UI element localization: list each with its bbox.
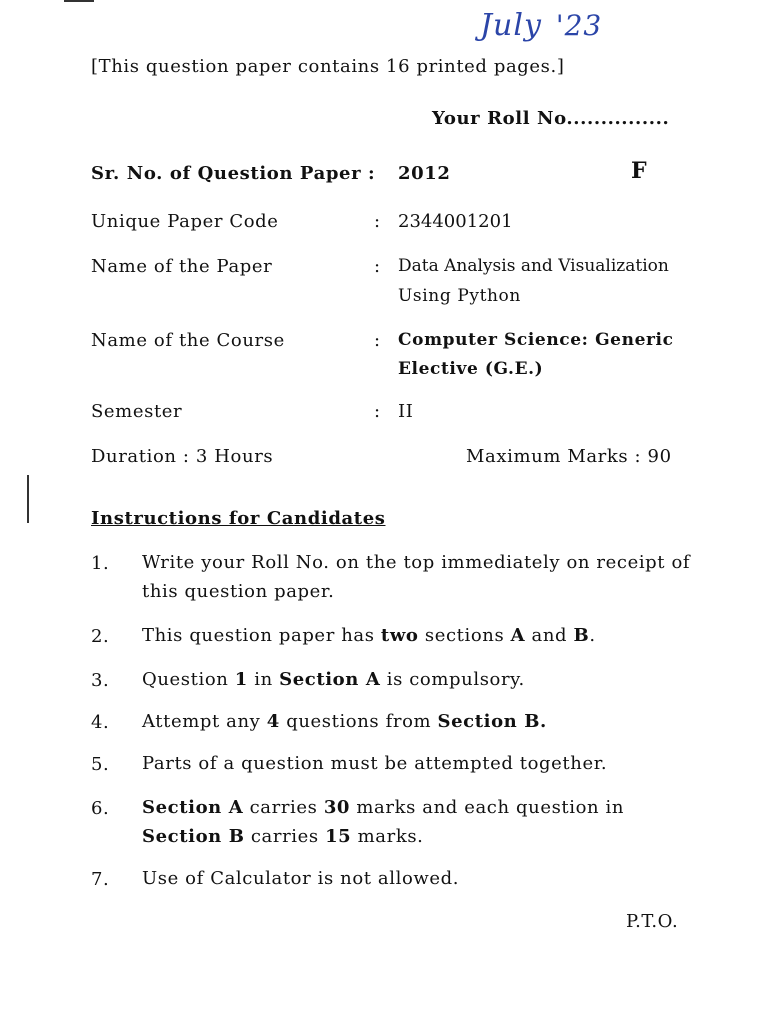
instruction-fragment: questions from	[279, 711, 438, 732]
instruction-emphasis: two	[380, 625, 419, 646]
instruction-number: 3.	[91, 670, 110, 691]
course-colon: :	[374, 330, 381, 351]
instruction-number: 6.	[91, 798, 110, 819]
corner-mark	[64, 0, 94, 2]
instruction-fragment: is compulsory.	[380, 669, 525, 690]
instruction-text	[142, 793, 702, 851]
instruction-emphasis: 4	[266, 711, 280, 732]
margin-mark	[27, 475, 29, 523]
paper-set: F	[631, 158, 647, 184]
instruction-fragment: Use of Calculator is not allowed.	[142, 868, 460, 889]
instruction-fragment: Write your Roll No. on the top immediately on receipt of this question paper.	[142, 552, 691, 602]
instruction-text	[142, 749, 702, 778]
instruction-fragment: in	[247, 669, 280, 690]
instruction-fragment: and	[525, 625, 574, 646]
instruction-emphasis: 1	[234, 669, 248, 690]
paper-name-label: Name of the Paper	[91, 256, 273, 277]
roll-number-line: Your Roll No...............	[432, 108, 670, 129]
instruction-number: 7.	[91, 869, 110, 890]
instruction-emphasis: B	[573, 625, 590, 646]
instruction-number: 2.	[91, 626, 110, 647]
instruction-text	[142, 864, 702, 893]
instruction-fragment: Parts of a question must be attempted together.	[142, 753, 608, 774]
course-value-line1: Computer Science: Generic	[398, 330, 674, 350]
instruction-emphasis: 15	[325, 826, 352, 847]
handwritten-year: '23	[555, 9, 603, 42]
instruction-fragment: This question paper has	[142, 625, 381, 646]
instruction-emphasis: A	[510, 625, 526, 646]
handwritten-date	[480, 8, 602, 43]
please-turn-over: P.T.O.	[626, 911, 679, 932]
instruction-fragment: Attempt any	[142, 711, 267, 732]
paper-code-colon: :	[374, 211, 381, 232]
handwritten-month: July	[480, 8, 542, 43]
instruction-number: 5.	[91, 754, 110, 775]
instruction-emphasis: Section B	[142, 826, 245, 847]
instruction-emphasis: 30	[323, 797, 351, 818]
instruction-fragment: .	[589, 625, 596, 646]
duration: Duration : 3 Hours	[91, 446, 274, 467]
instructions-title: Instructions for Candidates	[91, 508, 386, 529]
paper-code-label: Unique Paper Code	[91, 211, 279, 232]
semester-label: Semester	[91, 401, 183, 422]
instruction-text	[142, 548, 702, 606]
instruction-emphasis: Section A	[142, 797, 244, 818]
instruction-emphasis: Section B.	[437, 711, 547, 732]
course-label: Name of the Course	[91, 330, 285, 351]
instruction-text	[142, 665, 702, 694]
instruction-fragment: carries	[243, 797, 324, 818]
instruction-number: 1.	[91, 553, 110, 574]
course-value-line2: Elective (G.E.)	[398, 359, 544, 379]
serial-value: 2012	[398, 163, 451, 184]
semester-colon: :	[374, 401, 381, 422]
instruction-fragment: Question	[142, 669, 235, 690]
instruction-fragment: marks.	[351, 826, 424, 847]
instruction-text	[142, 707, 702, 736]
paper-name-colon: :	[374, 256, 381, 277]
pages-note: [This question paper contains 16 printed pages.]	[91, 56, 565, 77]
instruction-fragment: carries	[244, 826, 326, 847]
instruction-fragment: sections	[418, 625, 511, 646]
paper-name-value-line1: Data Analysis and Visualization	[398, 256, 669, 276]
instruction-number: 4.	[91, 712, 110, 733]
serial-label: Sr. No. of Question Paper :	[91, 163, 376, 184]
instruction-emphasis: Section A	[279, 669, 381, 690]
semester-value: II	[398, 401, 414, 422]
paper-code-value: 2344001201	[398, 211, 513, 232]
instruction-fragment: marks and each question in	[350, 797, 625, 818]
paper-name-value-line2: Using Python	[398, 286, 521, 306]
maximum-marks: Maximum Marks : 90	[466, 446, 672, 467]
instruction-text	[142, 621, 702, 650]
